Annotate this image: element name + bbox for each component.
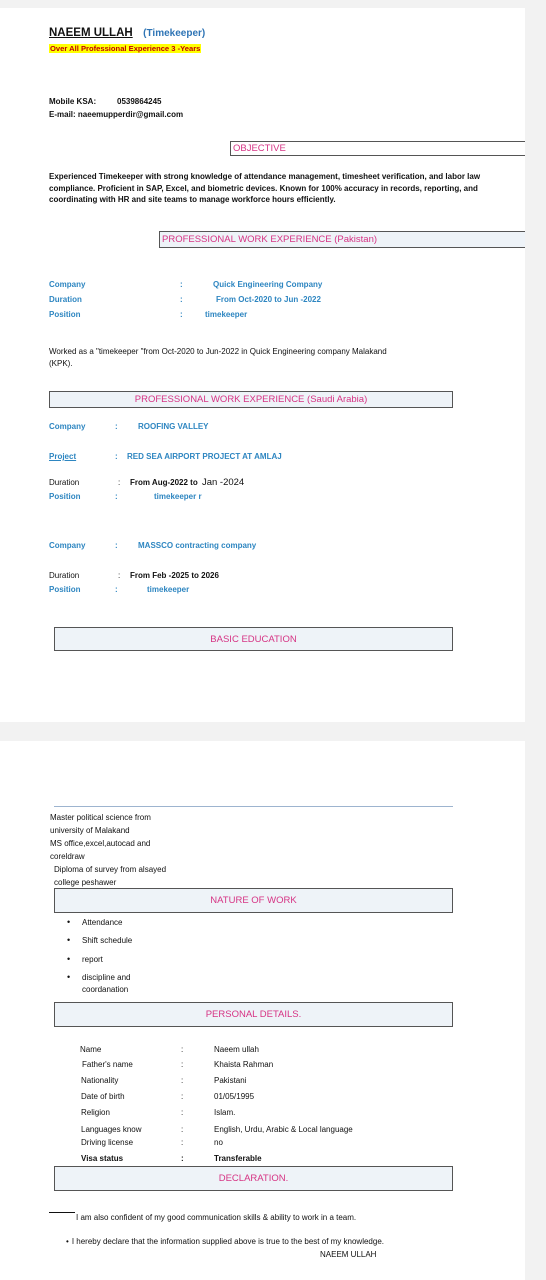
pk-company-value: Quick Engineering Company <box>213 280 323 289</box>
colon: : <box>115 585 118 594</box>
declaration-bullet: • I hereby declare that the information supplied above is true to the best of my knowledge. <box>66 1237 384 1246</box>
nature-item: • discipline and <box>82 972 130 983</box>
saudi-heading-text: PROFESSIONAL WORK EXPERIENCE (Saudi Arabia) <box>134 394 368 405</box>
signature-name: NAEEM ULLAH <box>320 1250 377 1259</box>
education-line: college peshawer <box>54 878 117 887</box>
personal-value: English, Urdu, Arabic & Local language <box>214 1125 353 1134</box>
declaration-heading-text: DECLARATION. <box>218 1173 289 1184</box>
personal-details-heading <box>54 1002 453 1027</box>
declaration-line: I am also confident of my good communication skills & ability to work in a team. <box>76 1213 357 1222</box>
nature-item-continued: coordanation <box>82 985 129 994</box>
nature-heading-text: NATURE OF WORK <box>210 895 297 906</box>
sa2-company-value: MASSCO contracting company <box>138 541 257 550</box>
personal-value: Pakistani <box>214 1076 247 1085</box>
sa2-duration-label: Duration <box>49 571 80 580</box>
education-line: Master political science from <box>50 813 151 822</box>
colon: : <box>115 492 118 501</box>
personal-heading-text: PERSONAL DETAILS. <box>205 1009 302 1020</box>
summary-line: (KPK). <box>49 358 73 368</box>
personal-value: Transferable <box>214 1154 262 1163</box>
colon: : <box>181 1060 184 1069</box>
sa1-position-label: Position <box>49 492 81 501</box>
sa1-duration-end: Jan -2024 <box>201 477 245 488</box>
education-list <box>50 811 166 889</box>
personal-value: Khaista Rahman <box>214 1060 274 1069</box>
personal-label: Religion <box>81 1108 110 1117</box>
pk-position-label: Position <box>49 310 81 319</box>
personal-label: Visa status <box>81 1154 124 1163</box>
education-heading <box>54 627 453 651</box>
nature-item: • Attendance <box>82 917 122 928</box>
sa1-project-value: RED SEA AIRPORT PROJECT AT AMLAJ <box>127 452 282 461</box>
education-heading-text: BASIC EDUCATION <box>210 633 297 645</box>
objective-paragraph <box>49 171 480 206</box>
personal-value: Naeem ullah <box>214 1045 259 1054</box>
personal-label: Driving license <box>81 1138 134 1147</box>
colon: : <box>181 1125 184 1134</box>
email-line <box>49 110 183 119</box>
nature-item: • report <box>82 954 103 965</box>
mobile-value: 0539864245 <box>117 97 162 106</box>
resume-page-2 <box>0 741 525 1280</box>
pk-duration-value: From Oct-2020 to Jun -2022 <box>216 295 321 304</box>
colon: : <box>118 571 121 580</box>
resume-page-1 <box>0 8 525 722</box>
colon: : <box>181 1092 184 1101</box>
personal-label: Languages know <box>81 1125 142 1134</box>
colon: : <box>180 310 183 319</box>
education-line: university of Malakand <box>50 826 130 835</box>
email-label: E-mail: <box>49 110 76 119</box>
education-line: Diploma of survey from alsayed <box>54 865 167 874</box>
sa1-duration-label: Duration <box>49 478 80 487</box>
personal-label: Name <box>80 1045 102 1054</box>
personal-label: Father's name <box>82 1060 133 1069</box>
personal-label: Nationality <box>81 1076 119 1085</box>
mobile-line <box>49 97 162 106</box>
personal-value: 01/05/1995 <box>214 1092 255 1101</box>
summary-line: Worked as a "timekeeper "from Oct-2020 to Jun-2022 in Quick Engineering company Malakand <box>49 347 387 356</box>
experience-highlight <box>49 38 201 56</box>
pk-position-value: timekeeper <box>205 310 248 319</box>
sa2-company-label: Company <box>49 541 86 550</box>
sa1-duration-value <box>130 477 244 488</box>
experience-text: Over All Professional Experience 3 -Years <box>50 44 201 53</box>
nature-item: • Shift schedule <box>82 935 132 946</box>
saudi-experience-heading <box>49 391 453 408</box>
colon: : <box>181 1076 184 1085</box>
colon: : <box>115 541 118 550</box>
sa1-project-label: Project <box>49 452 77 461</box>
colon: : <box>181 1138 184 1147</box>
sa1-company-label: Company <box>49 422 86 431</box>
pk-duration-label: Duration <box>49 295 82 304</box>
pakistan-summary <box>49 346 387 369</box>
mobile-label: Mobile KSA: <box>49 97 97 106</box>
personal-value: no <box>214 1138 223 1147</box>
colon: : <box>181 1154 184 1163</box>
colon: : <box>181 1108 184 1117</box>
colon: : <box>180 295 183 304</box>
colon: : <box>118 478 121 487</box>
sa2-position-label: Position <box>49 585 81 594</box>
education-line: MS office,excel,autocad and <box>50 839 151 848</box>
objective-line: compliance. Proficient in SAP, Excel, and biometric devices. Known for 100% accuracy in records, reporting, and <box>49 183 478 193</box>
objective-line: Experienced Timekeeper with strong knowledge of attendance management, timesheet verification, and labor law <box>49 172 481 181</box>
education-line: coreldraw <box>50 852 85 861</box>
sa2-position-value: timekeeper <box>147 585 190 594</box>
pakistan-experience-heading <box>159 231 525 248</box>
objective-heading-text: OBJECTIVE <box>233 143 286 154</box>
colon: : <box>115 452 118 461</box>
declaration-line: I hereby declare that the information supplied above is true to the best of my knowledge. <box>71 1237 384 1246</box>
colon: : <box>181 1045 184 1054</box>
declaration-heading <box>54 1166 453 1191</box>
divider <box>54 806 453 807</box>
sa1-duration-start: From Aug-2022 to <box>130 478 198 487</box>
pakistan-heading-text: PROFESSIONAL WORK EXPERIENCE (Pakistan) <box>162 234 378 245</box>
colon: : <box>180 280 183 289</box>
sa1-position-value: timekeeper r <box>154 492 202 501</box>
pk-company-label: Company <box>49 280 86 289</box>
personal-value: Islam. <box>214 1108 236 1117</box>
candidate-name: NAEEM ULLAH <box>49 27 133 39</box>
underline-stub <box>49 1212 75 1213</box>
personal-label: Date of birth <box>81 1092 125 1101</box>
email-value: naeemupperdir@gmail.com <box>77 110 184 119</box>
objective-line: coordinating with HR and site teams to manage workforce hours efficiently. <box>49 195 336 204</box>
sa2-duration-value: From Feb -2025 to 2026 <box>130 571 219 580</box>
colon: : <box>115 422 118 431</box>
objective-heading <box>230 141 525 156</box>
candidate-role: (Timekeeper) <box>143 28 206 39</box>
sa1-company-value: ROOFING VALLEY <box>138 422 209 431</box>
nature-of-work-heading <box>54 888 453 913</box>
